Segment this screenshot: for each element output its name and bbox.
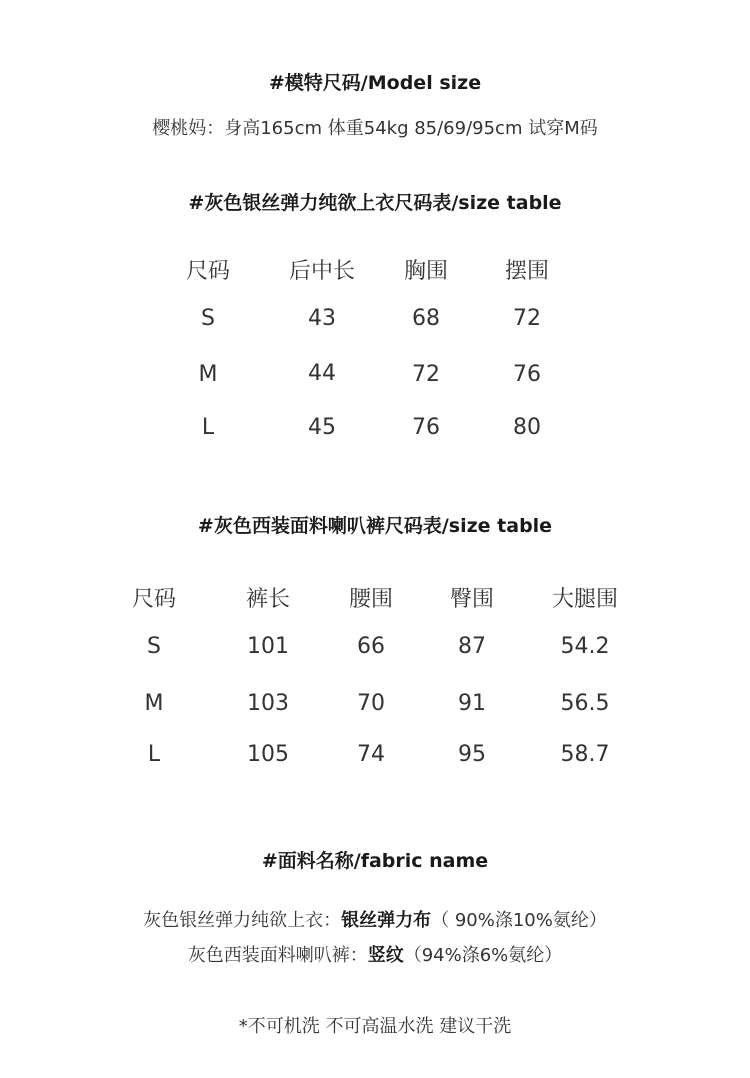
pants-cell-thigh: 54.2 — [560, 634, 610, 659]
care-note: *不可机洗 不可高温水洗 建议干洗 — [238, 1016, 512, 1037]
fabric-line-composition: （94%涤6%氨纶） — [403, 945, 563, 966]
fabric-line-name: 竖纹 — [367, 945, 404, 966]
pants-header-thigh: 大腿围 — [551, 587, 618, 612]
top-cell-hem: 80 — [513, 415, 541, 440]
top-cell-back-length: 43 — [308, 306, 336, 331]
pants-cell-length: 105 — [247, 742, 289, 767]
pants-cell-size: M — [144, 691, 164, 716]
top-cell-size: M — [198, 362, 218, 387]
top-size-table-heading: #灰色银丝弹力纯欲上衣尺码表/size table — [188, 192, 562, 214]
top-header-bust: 胸围 — [403, 259, 448, 284]
pants-cell-hip: 91 — [458, 691, 486, 716]
top-cell-bust: 72 — [412, 362, 440, 387]
pants-size-table-heading: #灰色西装面料喇叭裤尺码表/size table — [197, 515, 553, 537]
pants-cell-length: 103 — [247, 691, 289, 716]
pants-cell-thigh: 58.7 — [560, 742, 610, 767]
top-header-back-length: 后中长 — [288, 259, 355, 284]
pants-cell-waist: 66 — [357, 634, 385, 659]
top-cell-hem: 76 — [513, 362, 541, 387]
pants-cell-length: 101 — [247, 634, 289, 659]
top-cell-hem: 72 — [513, 306, 541, 331]
fabric-line-prefix: 灰色银丝弹力纯欲上衣： — [143, 910, 342, 931]
top-cell-size: S — [201, 306, 215, 331]
fabric-line-name: 银丝弹力布 — [341, 910, 432, 931]
fabric-line-composition: （ 90%涤10%氨纶） — [431, 910, 607, 931]
top-cell-bust: 68 — [412, 306, 440, 331]
top-cell-bust: 76 — [412, 415, 440, 440]
top-cell-back-length: 45 — [308, 415, 336, 440]
top-cell-back-length: 44 — [308, 361, 336, 386]
pants-cell-hip: 87 — [458, 634, 486, 659]
fabric-heading: #面料名称/fabric name — [261, 850, 489, 872]
top-header-hem: 摆围 — [504, 259, 549, 284]
pants-cell-waist: 74 — [357, 742, 385, 767]
pants-header-hip: 臀围 — [449, 587, 494, 612]
pants-header-waist: 腰围 — [348, 587, 393, 612]
model-info: 樱桃妈：身高165cm 体重54kg 85/69/95cm 试穿M码 — [152, 118, 598, 139]
fabric-line-prefix: 灰色西装面料喇叭裤： — [187, 945, 368, 966]
fabric-line-pants — [0, 941, 750, 967]
pants-cell-size: S — [147, 634, 161, 659]
top-cell-size: L — [201, 415, 215, 440]
top-header-size: 尺码 — [185, 259, 230, 284]
fabric-line-top — [0, 906, 750, 932]
model-size-heading: #模特尺码/Model size — [268, 72, 482, 94]
pants-header-size: 尺码 — [131, 587, 176, 612]
pants-header-length: 裤长 — [245, 587, 290, 612]
pants-cell-hip: 95 — [458, 742, 486, 767]
pants-cell-thigh: 56.5 — [560, 691, 610, 716]
pants-cell-waist: 70 — [357, 691, 385, 716]
pants-cell-size: L — [147, 742, 161, 767]
